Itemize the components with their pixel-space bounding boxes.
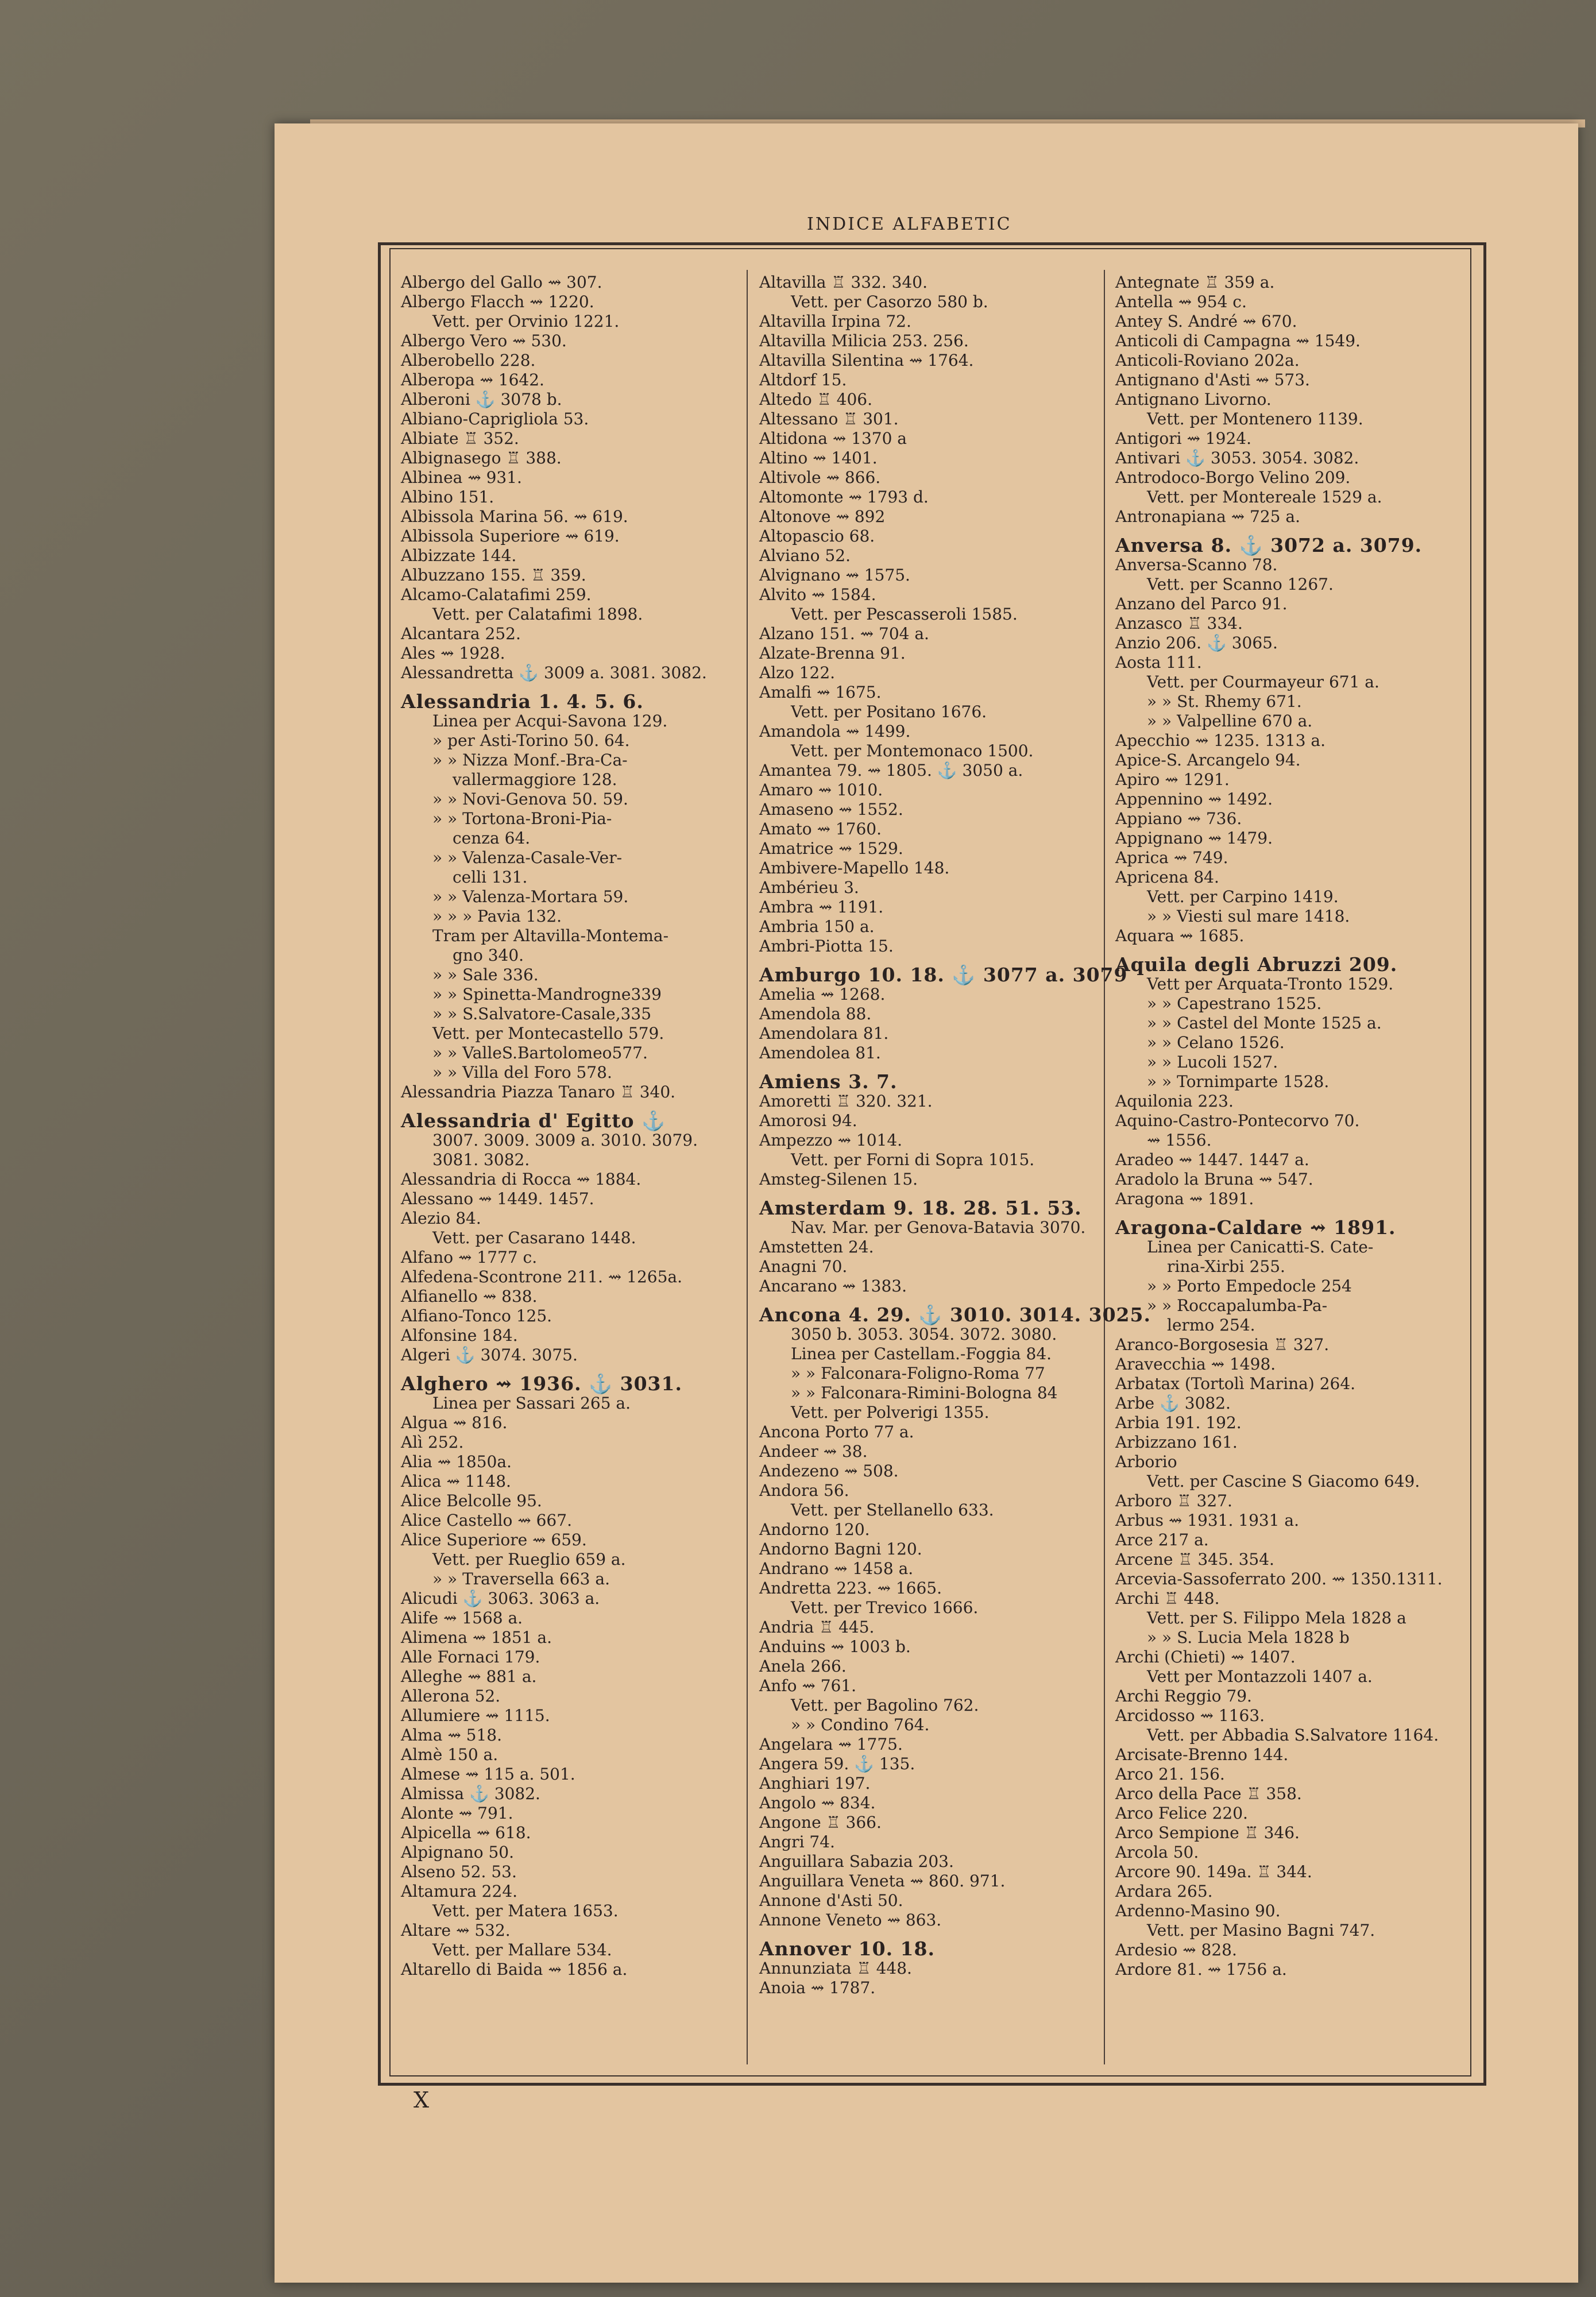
index-entry: Aradolo la Bruna ⇝ 547. bbox=[1115, 1170, 1313, 1189]
index-entry: Alcamo-Calatafimi 259. bbox=[401, 585, 592, 604]
index-entry: Antigori ⇝ 1924. bbox=[1115, 429, 1252, 448]
index-entry: Alle Fornaci 179. bbox=[401, 1648, 540, 1666]
index-entry: Ambérieu 3. bbox=[759, 878, 859, 897]
index-entry: celli 131. bbox=[453, 868, 528, 887]
index-entry: Alzo 122. bbox=[759, 663, 836, 682]
index-entry: Arbia 191. 192. bbox=[1115, 1413, 1242, 1432]
index-entry: Aradeo ⇝ 1447. 1447 a. bbox=[1115, 1150, 1309, 1169]
index-entry: Linea per Sassari 265 a. bbox=[432, 1394, 631, 1413]
index-heading: Alessandria 1. 4. 5. 6. bbox=[401, 690, 644, 713]
index-entry: Antronapiana ⇝ 725 a. bbox=[1115, 507, 1300, 526]
index-entry: Amaseno ⇝ 1552. bbox=[759, 800, 903, 819]
index-entry: Amendola 88. bbox=[759, 1004, 872, 1023]
index-entry: Arcisate-Brenno 144. bbox=[1115, 1745, 1289, 1764]
index-entry: » » St. Rhemy 671. bbox=[1147, 692, 1302, 711]
index-entry: Andorno Bagni 120. bbox=[759, 1540, 922, 1559]
index-entry: Altonove ⇝ 892 bbox=[759, 507, 886, 526]
index-entry: Vett. per Cascine S Giacomo 649. bbox=[1147, 1472, 1420, 1491]
index-heading: Ancona 4. 29. ⚓ 3010. 3014. 3025. bbox=[759, 1304, 1151, 1326]
index-entry: » » Tornimparte 1528. bbox=[1147, 1072, 1330, 1091]
index-entry: Arbe ⚓ 3082. bbox=[1115, 1394, 1231, 1413]
index-entry: Alì 252. bbox=[401, 1433, 464, 1452]
index-entry: Anfo ⇝ 761. bbox=[759, 1676, 857, 1695]
index-entry: ⇝ 1556. bbox=[1147, 1131, 1212, 1150]
index-entry: Andrano ⇝ 1458 a. bbox=[759, 1559, 914, 1578]
index-entry: Vett. per Pescasseroli 1585. bbox=[791, 605, 1018, 624]
index-entry: Vett. per Polverigi 1355. bbox=[791, 1403, 990, 1422]
index-entry: Annone d'Asti 50. bbox=[759, 1891, 903, 1910]
index-entry: Arco Felice 220. bbox=[1115, 1804, 1248, 1823]
index-entry: Anversa-Scanno 78. bbox=[1115, 555, 1278, 574]
index-entry: Vett. per Positano 1676. bbox=[791, 702, 987, 721]
index-entry: Amato ⇝ 1760. bbox=[759, 819, 882, 838]
index-entry: Ambria 150 a. bbox=[759, 917, 875, 936]
index-entry: Aprica ⇝ 749. bbox=[1115, 848, 1228, 867]
index-entry: Alcantara 252. bbox=[401, 624, 521, 643]
index-entry: Albergo Vero ⇝ 530. bbox=[401, 331, 567, 350]
index-entry: Anguillara Veneta ⇝ 860. 971. bbox=[759, 1871, 1006, 1890]
index-entry: Alia ⇝ 1850a. bbox=[401, 1452, 512, 1471]
index-entry: Amstetten 24. bbox=[759, 1238, 874, 1256]
index-entry: » » Spinetta-Mandrogne339 bbox=[432, 985, 662, 1004]
index-entry: Alessandretta ⚓ 3009 a. 3081. 3082. bbox=[401, 663, 707, 682]
index-entry: » » S. Lucia Mela 1828 b bbox=[1147, 1628, 1350, 1647]
index-entry: Alice Belcolle 95. bbox=[401, 1491, 542, 1510]
index-entry: Ardesio ⇝ 828. bbox=[1115, 1940, 1237, 1959]
index-entry: » » Falconara-Foligno-Roma 77 bbox=[791, 1364, 1045, 1383]
index-entry: Vett. per Montenero 1139. bbox=[1147, 409, 1363, 428]
index-entry: Amendolara 81. bbox=[759, 1024, 889, 1043]
index-entry: Arcola 50. bbox=[1115, 1843, 1199, 1862]
index-entry: » » Condino 764. bbox=[791, 1715, 930, 1734]
index-entry: » » Celano 1526. bbox=[1147, 1033, 1285, 1052]
index-entry: Aquino-Castro-Pontecorvo 70. bbox=[1115, 1111, 1360, 1130]
index-entry: Alberoni ⚓ 3078 b. bbox=[401, 390, 562, 409]
index-entry: » » Valpelline 670 a. bbox=[1147, 711, 1313, 730]
index-entry: Vett. per Courmayeur 671 a. bbox=[1147, 672, 1379, 691]
index-entry: Appennino ⇝ 1492. bbox=[1115, 790, 1273, 809]
index-entry: Ancarano ⇝ 1383. bbox=[759, 1277, 907, 1296]
index-entry: Albergo Flacch ⇝ 1220. bbox=[401, 292, 594, 311]
index-entry: Albino 151. bbox=[401, 488, 494, 506]
index-entry: » » ValleS.Bartolomeo577. bbox=[432, 1043, 648, 1062]
index-entry: » » Valenza-Casale-Ver- bbox=[432, 848, 623, 867]
index-entry: Appignano ⇝ 1479. bbox=[1115, 829, 1273, 848]
index-entry: Linea per Canicatti-S. Cate- bbox=[1147, 1238, 1374, 1256]
page-header: INDICE ALFABETIC bbox=[807, 214, 1012, 234]
index-entry: » » Villa del Foro 578. bbox=[432, 1063, 612, 1082]
index-entry: Vett. per Stellanello 633. bbox=[791, 1501, 994, 1519]
index-entry: Altamura 224. bbox=[401, 1882, 518, 1901]
index-entry: Anghiari 197. bbox=[759, 1774, 871, 1793]
index-entry: » » Porto Empedocle 254 bbox=[1147, 1277, 1352, 1296]
index-entry: Ardore 81. ⇝ 1756 a. bbox=[1115, 1960, 1287, 1979]
index-entry: Alma ⇝ 518. bbox=[401, 1726, 503, 1745]
index-entry: Antivari ⚓ 3053. 3054. 3082. bbox=[1115, 448, 1359, 467]
index-entry: Vett. per Montereale 1529 a. bbox=[1147, 488, 1382, 506]
index-entry: Alessandria Piazza Tanaro ♖ 340. bbox=[401, 1082, 676, 1101]
index-entry: Amoretti ♖ 320. 321. bbox=[759, 1092, 933, 1111]
index-entry: Vett. per Masino Bagni 747. bbox=[1147, 1921, 1375, 1940]
index-entry: Alseno 52. 53. bbox=[401, 1862, 517, 1881]
column-divider bbox=[747, 270, 748, 2064]
index-entry: » » Lucoli 1527. bbox=[1147, 1053, 1278, 1072]
index-entry: Vett. per S. Filippo Mela 1828 a bbox=[1147, 1608, 1406, 1627]
index-entry: Arco della Pace ♖ 358. bbox=[1115, 1784, 1302, 1803]
index-entry: Vett per Arquata-Tronto 1529. bbox=[1147, 975, 1394, 993]
index-entry: » per Asti-Torino 50. 64. bbox=[432, 731, 630, 750]
index-entry: Vett. per Casorzo 580 b. bbox=[791, 292, 988, 311]
index-entry: Alfonsine 184. bbox=[401, 1326, 518, 1345]
index-entry: Amendolea 81. bbox=[759, 1043, 881, 1062]
index-entry: Anticoli-Roviano 202a. bbox=[1115, 351, 1300, 370]
index-heading: Alghero ⇝ 1936. ⚓ 3031. bbox=[401, 1372, 682, 1395]
index-entry: » » Sale 336. bbox=[432, 965, 539, 984]
index-entry: Arco Sempione ♖ 346. bbox=[1115, 1823, 1300, 1842]
index-entry: Arcore 90. 149a. ♖ 344. bbox=[1115, 1862, 1312, 1881]
index-column-3 bbox=[1115, 273, 1460, 2064]
index-entry: Alica ⇝ 1148. bbox=[401, 1472, 511, 1491]
index-entry: Anagni 70. bbox=[759, 1257, 848, 1276]
index-entry: Anguillara Sabazia 203. bbox=[759, 1852, 954, 1871]
index-entry: Aquilonia 223. bbox=[1115, 1092, 1234, 1111]
index-entry: » » Traversella 663 a. bbox=[432, 1569, 610, 1588]
index-entry: Alpignano 50. bbox=[401, 1843, 515, 1862]
index-entry: Almissa ⚓ 3082. bbox=[401, 1784, 540, 1803]
index-entry: Altomonte ⇝ 1793 d. bbox=[759, 488, 929, 506]
index-entry: Alicudi ⚓ 3063. 3063 a. bbox=[401, 1589, 600, 1608]
index-entry: Alvignano ⇝ 1575. bbox=[759, 566, 910, 585]
index-entry: » » Tortona-Broni-Pia- bbox=[432, 809, 612, 828]
index-entry: Anoia ⇝ 1787. bbox=[759, 1978, 876, 1997]
index-entry: Anzasco ♖ 334. bbox=[1115, 614, 1243, 633]
index-entry: Amsteg-Silenen 15. bbox=[759, 1170, 918, 1189]
index-entry: lermo 254. bbox=[1167, 1316, 1255, 1335]
index-entry: Apice-S. Arcangelo 94. bbox=[1115, 751, 1301, 769]
index-entry: Angone ♖ 366. bbox=[759, 1813, 882, 1832]
index-entry: » » Castel del Monte 1525 a. bbox=[1147, 1014, 1382, 1033]
index-entry: Altivole ⇝ 866. bbox=[759, 468, 881, 487]
index-entry: Antegnate ♖ 359 a. bbox=[1115, 273, 1275, 292]
index-entry: Albignasego ♖ 388. bbox=[401, 448, 562, 467]
index-entry: Albiate ♖ 352. bbox=[401, 429, 519, 448]
index-entry: Nav. Mar. per Genova-Batavia 3070. bbox=[791, 1218, 1086, 1237]
index-entry: rina-Xirbi 255. bbox=[1167, 1257, 1285, 1276]
index-entry: » » Roccapalumba-Pa- bbox=[1147, 1296, 1328, 1315]
index-entry: Anduins ⇝ 1003 b. bbox=[759, 1637, 911, 1656]
index-entry: Antey S. André ⇝ 670. bbox=[1115, 312, 1297, 331]
index-entry: Tram per Altavilla-Montema- bbox=[432, 926, 669, 945]
index-entry: Alonte ⇝ 791. bbox=[401, 1804, 513, 1823]
index-entry: Andorno 120. bbox=[759, 1520, 870, 1539]
index-entry: Altavilla ♖ 332. 340. bbox=[759, 273, 928, 292]
index-entry: Albinea ⇝ 931. bbox=[401, 468, 522, 487]
index-entry: Albiano-Caprigliola 53. bbox=[401, 409, 589, 428]
index-entry: Almè 150 a. bbox=[401, 1745, 498, 1764]
index-entry: Linea per Castellam.-Foggia 84. bbox=[791, 1344, 1052, 1363]
index-entry: Albuzzano 155. ♖ 359. bbox=[401, 566, 586, 585]
index-entry: » » Falconara-Rimini-Bologna 84 bbox=[791, 1383, 1058, 1402]
index-entry: Alviano 52. bbox=[759, 546, 851, 565]
index-entry: Vett. per Mallare 534. bbox=[432, 1940, 612, 1959]
index-entry: cenza 64. bbox=[453, 829, 531, 848]
index-entry: Amorosi 94. bbox=[759, 1111, 857, 1130]
index-entry: Alberobello 228. bbox=[401, 351, 536, 370]
index-entry: Vett. per Matera 1653. bbox=[432, 1901, 619, 1920]
index-entry: Vett. per Calatafimi 1898. bbox=[432, 605, 643, 624]
index-entry: Albizzate 144. bbox=[401, 546, 517, 565]
index-entry: Alice Superiore ⇝ 659. bbox=[401, 1530, 587, 1549]
index-entry: Alessano ⇝ 1449. 1457. bbox=[401, 1189, 594, 1208]
index-entry: Almese ⇝ 115 a. 501. bbox=[401, 1765, 575, 1784]
index-entry: Alvito ⇝ 1584. bbox=[759, 585, 876, 604]
index-entry: Angri 74. bbox=[759, 1832, 835, 1851]
index-entry: Albissola Superiore ⇝ 619. bbox=[401, 527, 620, 546]
index-heading: Anversa 8. ⚓ 3072 a. 3079. bbox=[1115, 534, 1423, 556]
index-entry: Vett. per Scanno 1267. bbox=[1147, 575, 1334, 594]
page-number: X bbox=[414, 2087, 430, 2113]
index-entry: Altavilla Milicia 253. 256. bbox=[759, 331, 969, 350]
index-entry: Algua ⇝ 816. bbox=[401, 1413, 508, 1432]
index-entry: Vett. per Forni di Sopra 1015. bbox=[791, 1150, 1035, 1169]
index-entry: Algeri ⚓ 3074. 3075. bbox=[401, 1345, 578, 1364]
index-entry: Arbus ⇝ 1931. 1931 a. bbox=[1115, 1511, 1300, 1530]
index-heading: Alessandria d' Egitto ⚓ bbox=[401, 1109, 666, 1132]
index-entry: Alfedena-Scontrone 211. ⇝ 1265a. bbox=[401, 1267, 682, 1286]
index-entry: » » Viesti sul mare 1418. bbox=[1147, 907, 1350, 926]
index-entry: Apiro ⇝ 1291. bbox=[1115, 770, 1230, 789]
index-entry: Appiano ⇝ 736. bbox=[1115, 809, 1242, 828]
index-column-1 bbox=[401, 273, 731, 2064]
index-entry: Ancona Porto 77 a. bbox=[759, 1422, 914, 1441]
index-entry: Antignano d'Asti ⇝ 573. bbox=[1115, 370, 1310, 389]
index-entry: Albissola Marina 56. ⇝ 619. bbox=[401, 507, 628, 526]
index-entry: Amaro ⇝ 1010. bbox=[759, 780, 883, 799]
index-entry: Alezio 84. bbox=[401, 1209, 481, 1228]
index-entry: Ampezzo ⇝ 1014. bbox=[759, 1131, 903, 1150]
index-entry: Annunziata ♖ 448. bbox=[759, 1959, 912, 1978]
index-entry: Allumiere ⇝ 1115. bbox=[401, 1706, 550, 1725]
index-entry: Altessano ♖ 301. bbox=[759, 409, 899, 428]
index-entry: Annone Veneto ⇝ 863. bbox=[759, 1911, 942, 1929]
index-entry: Altavilla Silentina ⇝ 1764. bbox=[759, 351, 974, 370]
index-entry: Anticoli di Campagna ⇝ 1549. bbox=[1115, 331, 1361, 350]
index-entry: Alleghe ⇝ 881 a. bbox=[401, 1667, 537, 1686]
index-heading: Annover 10. 18. bbox=[759, 1938, 935, 1960]
index-entry: Archi ♖ 448. bbox=[1115, 1589, 1220, 1608]
index-entry: Aragona ⇝ 1891. bbox=[1115, 1189, 1254, 1208]
index-entry: Amelia ⇝ 1268. bbox=[759, 985, 886, 1004]
index-entry: Anzio 206. ⚓ 3065. bbox=[1115, 633, 1278, 652]
index-entry: Ardara 265. bbox=[1115, 1882, 1213, 1901]
index-entry: Vett. per Orvinio 1221. bbox=[432, 312, 620, 331]
index-entry: Alife ⇝ 1568 a. bbox=[401, 1608, 523, 1627]
index-entry: Vett. per Trevico 1666. bbox=[791, 1598, 979, 1617]
index-entry: Archi (Chieti) ⇝ 1407. bbox=[1115, 1648, 1296, 1666]
index-entry: Ambra ⇝ 1191. bbox=[759, 898, 884, 917]
index-heading: Aragona-Caldare ⇝ 1891. bbox=[1115, 1216, 1396, 1239]
index-heading: Amsterdam 9. 18. 28. 51. 53. bbox=[759, 1197, 1082, 1219]
index-entry: Arco 21. 156. bbox=[1115, 1765, 1225, 1784]
index-entry: Archi Reggio 79. bbox=[1115, 1687, 1252, 1706]
index-entry: Vett. per Abbadia S.Salvatore 1164. bbox=[1147, 1726, 1439, 1745]
index-entry: 3050 b. 3053. 3054. 3072. 3080. bbox=[791, 1325, 1057, 1344]
index-entry: Vett. per Rueglio 659 a. bbox=[432, 1550, 626, 1569]
index-entry: Ardenno-Masino 90. bbox=[1115, 1901, 1281, 1920]
index-entry: Ambivere-Mapello 148. bbox=[759, 859, 950, 877]
index-entry: Aravecchia ⇝ 1498. bbox=[1115, 1355, 1276, 1374]
index-heading: Amburgo 10. 18. ⚓ 3077 a. 3079 bbox=[759, 964, 1128, 986]
index-entry: Altare ⇝ 532. bbox=[401, 1921, 511, 1940]
index-entry: » » Valenza-Mortara 59. bbox=[432, 887, 629, 906]
index-entry: Altidona ⇝ 1370 a bbox=[759, 429, 907, 448]
index-entry: Altedo ♖ 406. bbox=[759, 390, 873, 409]
index-entry: Andria ♖ 445. bbox=[759, 1618, 875, 1637]
index-entry: Arboro ♖ 327. bbox=[1115, 1491, 1232, 1510]
index-entry: » » S.Salvatore-Casale,335 bbox=[432, 1004, 652, 1023]
index-entry: » » Novi-Genova 50. 59. bbox=[432, 790, 628, 809]
index-entry: Alessandria di Rocca ⇝ 1884. bbox=[401, 1170, 642, 1189]
index-entry: 3081. 3082. bbox=[432, 1150, 530, 1169]
index-entry: » » Capestrano 1525. bbox=[1147, 994, 1322, 1013]
index-heading: Amiens 3. 7. bbox=[759, 1070, 898, 1093]
index-entry: Allerona 52. bbox=[401, 1687, 501, 1706]
index-entry: Arcidosso ⇝ 1163. bbox=[1115, 1706, 1265, 1725]
index-entry: Albergo del Gallo ⇝ 307. bbox=[401, 273, 602, 292]
index-entry: gno 340. bbox=[453, 946, 524, 965]
index-entry: Alzate-Brenna 91. bbox=[759, 644, 906, 663]
index-heading: Aquila degli Abruzzi 209. bbox=[1115, 953, 1398, 976]
index-entry: Antrodoco-Borgo Velino 209. bbox=[1115, 468, 1351, 487]
index-entry: Ambri-Piotta 15. bbox=[759, 937, 894, 956]
index-entry: Apricena 84. bbox=[1115, 868, 1219, 887]
index-entry: Alpicella ⇝ 618. bbox=[401, 1823, 531, 1842]
index-entry: Amalfi ⇝ 1675. bbox=[759, 683, 882, 702]
index-entry: vallermaggiore 128. bbox=[453, 770, 617, 789]
index-entry: Andretta 223. ⇝ 1665. bbox=[759, 1579, 942, 1598]
index-entry: Vett. per Montemonaco 1500. bbox=[791, 741, 1034, 760]
index-entry: Altopascio 68. bbox=[759, 527, 875, 546]
index-entry: Arce 217 a. bbox=[1115, 1530, 1209, 1549]
index-entry: Altarello di Baida ⇝ 1856 a. bbox=[401, 1960, 628, 1979]
index-entry: Arbatax (Tortolì Marina) 264. bbox=[1115, 1374, 1356, 1393]
index-entry: Vett. per Montecastello 579. bbox=[432, 1024, 664, 1043]
index-entry: Arborio bbox=[1115, 1452, 1177, 1471]
index-entry: Antella ⇝ 954 c. bbox=[1115, 292, 1247, 311]
index-entry: Aosta 111. bbox=[1115, 653, 1202, 672]
index-entry: Linea per Acqui-Savona 129. bbox=[432, 711, 668, 730]
index-entry: Apecchio ⇝ 1235. 1313 a. bbox=[1115, 731, 1326, 750]
index-entry: Andezeno ⇝ 508. bbox=[759, 1461, 899, 1480]
index-entry: Altino ⇝ 1401. bbox=[759, 448, 878, 467]
index-entry: Alfano ⇝ 1777 c. bbox=[401, 1248, 538, 1267]
index-entry: Arcevia-Sassoferrato 200. ⇝ 1350.1311. bbox=[1115, 1569, 1443, 1588]
index-entry: Arcene ♖ 345. 354. bbox=[1115, 1550, 1274, 1569]
index-entry: 3007. 3009. 3009 a. 3010. 3079. bbox=[432, 1131, 698, 1150]
index-entry: Alice Castello ⇝ 667. bbox=[401, 1511, 572, 1530]
index-entry: Alberopa ⇝ 1642. bbox=[401, 370, 544, 389]
index-entry: Andeer ⇝ 38. bbox=[759, 1442, 868, 1461]
index-entry: Altdorf 15. bbox=[759, 370, 847, 389]
index-entry: Angelara ⇝ 1775. bbox=[759, 1735, 903, 1754]
index-entry: Alfianello ⇝ 838. bbox=[401, 1287, 538, 1306]
index-entry: Amatrice ⇝ 1529. bbox=[759, 839, 903, 858]
index-entry: Aranco-Borgosesia ♖ 327. bbox=[1115, 1335, 1330, 1354]
index-entry: Anzano del Parco 91. bbox=[1115, 594, 1288, 613]
index-entry: Vett per Montazzoli 1407 a. bbox=[1147, 1667, 1373, 1686]
index-entry: Arbizzano 161. bbox=[1115, 1433, 1238, 1452]
index-entry: Angera 59. ⚓ 135. bbox=[759, 1754, 915, 1773]
index-entry: Alzano 151. ⇝ 704 a. bbox=[759, 624, 929, 643]
index-entry: Anela 266. bbox=[759, 1657, 847, 1676]
index-entry: » » Nizza Monf.-Bra-Ca- bbox=[432, 751, 628, 769]
index-entry: Alimena ⇝ 1851 a. bbox=[401, 1628, 552, 1647]
index-entry: Altavilla Irpina 72. bbox=[759, 312, 911, 331]
index-entry: » » » Pavia 132. bbox=[432, 907, 562, 926]
index-entry: Amandola ⇝ 1499. bbox=[759, 722, 911, 741]
index-entry: Aquara ⇝ 1685. bbox=[1115, 926, 1245, 945]
index-entry: Vett. per Bagolino 762. bbox=[791, 1696, 979, 1715]
index-entry: Angolo ⇝ 834. bbox=[759, 1793, 876, 1812]
index-entry: Vett. per Casarano 1448. bbox=[432, 1228, 636, 1247]
column-divider bbox=[1104, 270, 1105, 2064]
index-entry: Ales ⇝ 1928. bbox=[401, 644, 505, 663]
index-entry: Antignano Livorno. bbox=[1115, 390, 1272, 409]
index-entry: Alfiano-Tonco 125. bbox=[401, 1306, 552, 1325]
index-entry: Andora 56. bbox=[759, 1481, 849, 1500]
index-entry: Amantea 79. ⇝ 1805. ⚓ 3050 a. bbox=[759, 761, 1023, 780]
index-entry: Vett. per Carpino 1419. bbox=[1147, 887, 1339, 906]
